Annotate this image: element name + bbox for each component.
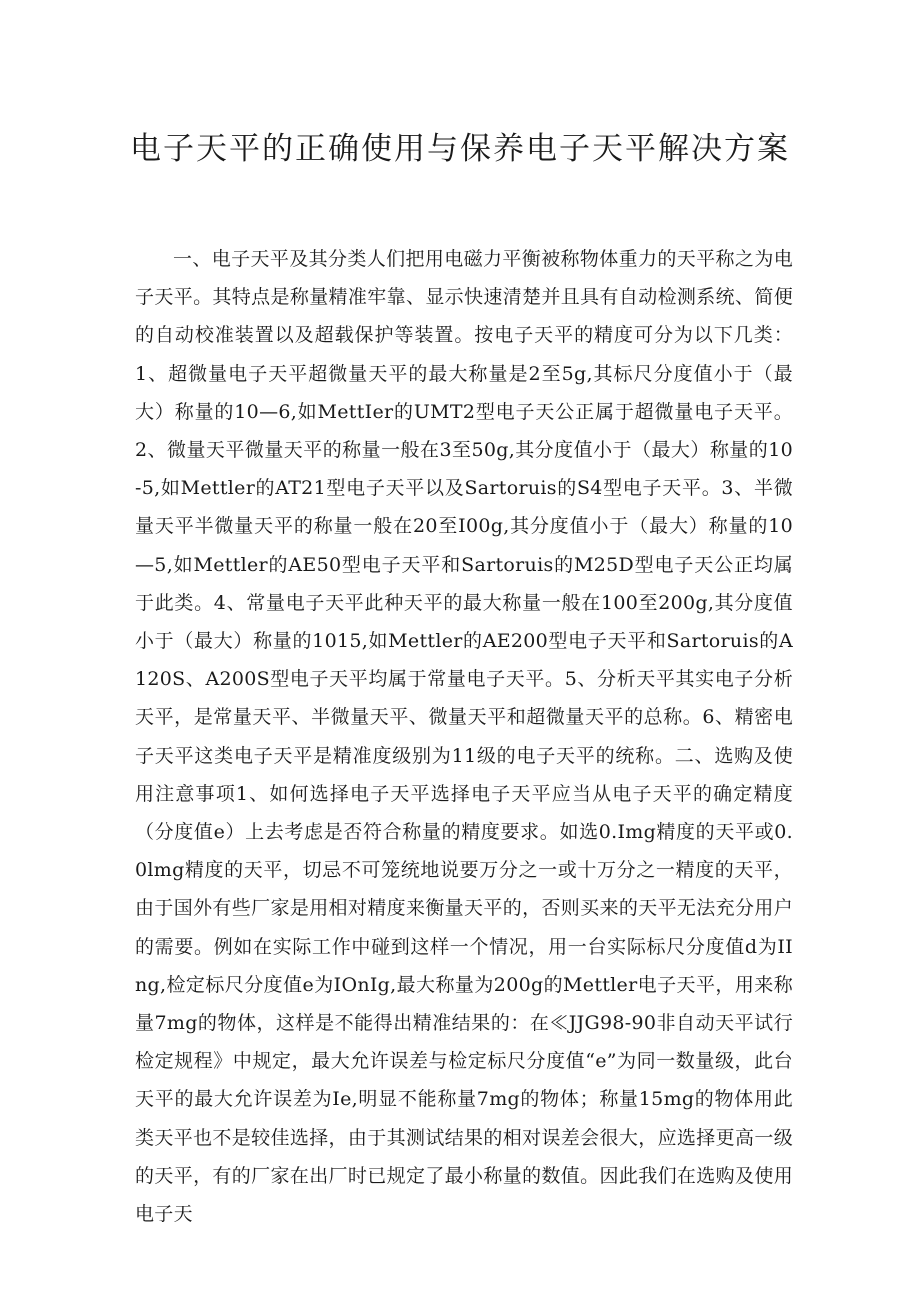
document-title: 电子天平的正确使用与保养电子天平解决方案 <box>130 130 790 167</box>
body-paragraph: 一、电子天平及其分类人们把用电磁力平衡被称物体重力的天平称之为电子天平。其特点是称量精准牢靠、显示快速清楚并且具有自动检测系统、简便的自动校准装置以及超载保护等装置。按电子天平的精度可分为以下几类：1、超微量电子天平超微量天平的最大称量是2至5g,其标尺分度值小于（最大）称量的10—6,如MettIer的UMT2型电子天公正属于超微量电子天平。2、微量天平微量天平的称量一般在3至50g,其分度值小于（最大）称量的10-5,如Mettler的AT21型电子天平以及Sartoruis的S4型电子天平。3、半微量天平半微量天平的称量一般在20至I00g,其分度值小于（最大）称量的10—5,如Mettler的AE50型电子天平和Sartoruis的M25D型电子天公正均属于此类。4、常量电子天平此种天平的最大称量一般在100至200g,其分度值小于（最大）称量的1015,如Mettler的AE200型电子天平和Sartoruis的A120S、A200S型电子天平均属于常量电子天平。5、分析天平其实电子分析天平，是常量天平、半微量天平、微量天平和超微量天平的总称。6、精密电子天平这类电子天平是精准度级别为11级的电子天平的统称。二、选购及使用注意事项1、如何选择电子天平选择电子天平应当从电子天平的确定精度（分度值e）上去考虑是否符合称量的精度要求。如选0.Img精度的天平或0.0lmg精度的天平，切忌不可笼统地说要万分之一或十万分之一精度的天平，由于国外有些厂家是用相对精度来衡量天平的，否则买来的天平无法充分用户的需要。例如在实际工作中碰到这样一个情况，用一台实际标尺分度值d为IIng,检定标尺分度值e为IOnIg,最大称量为200g的Mettler电子天平，用来称量7mg的物体，这样是不能得出精准结果的：在≪JJG98-90非自动天平试行检定规程》中规定，最大允许误差与检定标尺分度值“e”为同一数量级，此台天平的最大允许误差为Ie,明显不能称量7mg的物体；称量15mg的物体用此类天平也不是较佳选择，由于其测试结果的相对误差会很大，应选择更高一级的天平，有的厂家在出厂时已规定了最小称量的数值。因此我们在选购及使用电子天 <box>135 248 793 1226</box>
